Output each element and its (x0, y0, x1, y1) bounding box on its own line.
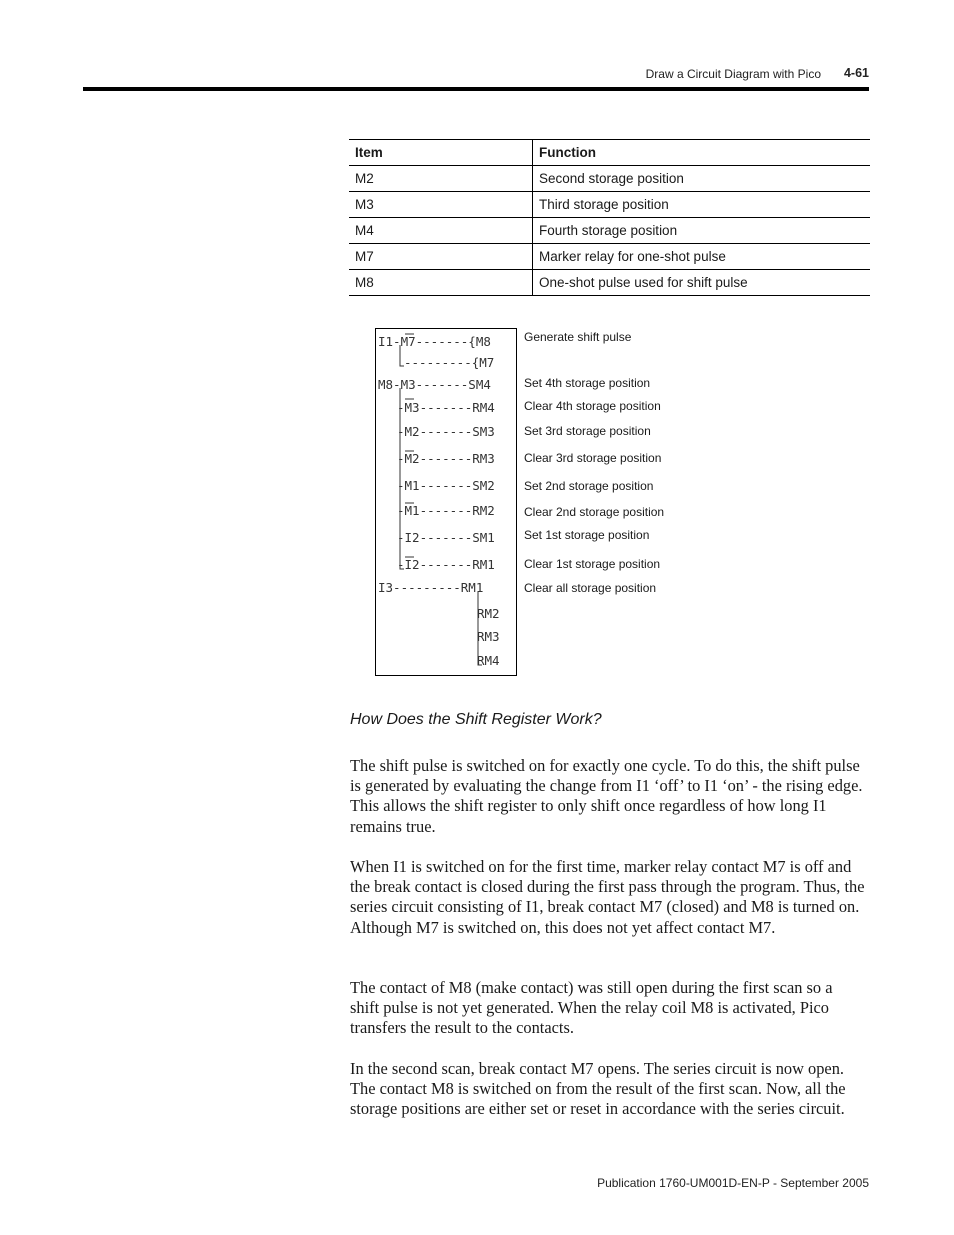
item-function-table (349, 139, 870, 296)
body-paragraph: The contact of M8 (make contact) was still open during the first scan so a shift pulse is not yet generated. When the relay coil M8 is activated, Pico transfers the result to the contacts. (350, 978, 833, 1038)
rung-clear-all: I3---------RM1 (378, 580, 484, 595)
table-cell-function: Fourth storage position (533, 218, 871, 244)
table-cell-function: Second storage position (533, 166, 871, 192)
table-header-row (349, 140, 870, 166)
rung-set-1st: -I2-------SM1 (397, 530, 495, 545)
rung-clear-4th: -M3-------RM4 (397, 400, 495, 415)
table-cell-item: M4 (349, 218, 533, 244)
rung-clear-1st: -I2-------RM1 (397, 557, 495, 572)
table-cell-item: M8 (349, 270, 533, 296)
column-header-item: Item (349, 140, 533, 166)
column-header-function: Function (533, 140, 871, 166)
page-number: 4-61 (843, 66, 869, 80)
running-header-title: Draw a Circuit Diagram with Pico (645, 67, 821, 81)
branch-connector-reset (478, 592, 482, 665)
branch-connector-storage (400, 388, 404, 569)
rung-set-4th: M8-M3-------SM4 (378, 377, 491, 392)
rung-reset-rm3: RM3 (477, 629, 500, 644)
header-rule (83, 87, 869, 91)
table-cell-item: M3 (349, 192, 533, 218)
publication-footer: Publication 1760-UM001D-EN-P - September 2005 (597, 1176, 869, 1190)
table-cell-function: Third storage position (533, 192, 871, 218)
desc-clear-1st: Clear 1st storage position (524, 557, 661, 571)
desc-set-1st: Set 1st storage position (524, 528, 650, 542)
desc-clear-3rd: Clear 3rd storage position (524, 451, 662, 465)
rung-set-3rd: -M2-------SM3 (397, 424, 495, 439)
page-header (0, 0, 954, 100)
table-cell-item: M2 (349, 166, 533, 192)
desc-generate-shift-pulse: Generate shift pulse (524, 330, 632, 344)
table-row (349, 244, 870, 270)
desc-set-3rd: Set 3rd storage position (524, 424, 651, 438)
rung-set-2nd: -M1-------SM2 (397, 478, 495, 493)
rung-reset-rm2: RM2 (477, 606, 500, 621)
desc-clear-all: Clear all storage position (524, 581, 657, 595)
table-row (349, 270, 870, 296)
body-paragraph: The shift pulse is switched on for exactly one cycle. To do this, the shift pulse is generated by evaluating the change from I1 ‘off’ to I1 ‘on’ - the rising edge. This allows the shift register to only shift once regardless of how long I1 remains true. (350, 756, 863, 836)
table-row (349, 218, 870, 244)
section-heading: How Does the Shift Register Work? (350, 711, 602, 728)
rung-clear-2nd: -M1-------RM2 (397, 503, 495, 518)
table-row (349, 192, 870, 218)
rung-reset-rm4: RM4 (477, 653, 500, 668)
desc-clear-4th: Clear 4th storage position (524, 399, 661, 413)
desc-set-4th: Set 4th storage position (524, 376, 651, 390)
desc-set-2nd: Set 2nd storage position (524, 479, 654, 493)
rung-self-hold: ---------{M7 (404, 355, 495, 370)
desc-clear-2nd: Clear 2nd storage position (524, 505, 665, 519)
break-contact-overbars (405, 334, 414, 557)
rung-shift-pulse: I1-M7-------{M8 (378, 334, 491, 349)
branch-connector-shift (400, 345, 404, 366)
table-cell-function: One-shot pulse used for shift pulse (533, 270, 871, 296)
diagram-frame (376, 329, 517, 676)
rung-clear-3rd: -M2-------RM3 (397, 451, 495, 466)
table-cell-item: M7 (349, 244, 533, 270)
body-paragraph: In the second scan, break contact M7 opens. The series circuit is now open. The contact M8 is switched on from the result of the first scan. Now, all the storage positions are either set or reset in accordance with the series circuit. (350, 1059, 846, 1119)
body-paragraph: When I1 is switched on for the first time, marker relay contact M7 is off and the break contact is closed during the first pass through the program. Thus, the series circuit consisting of I1, break contact M7 (closed) and M8 is turned on. Although M7 is switched on, this does not yet affect contact M7. (350, 857, 865, 937)
table-cell-function: Marker relay for one-shot pulse (533, 244, 871, 270)
table-row (349, 166, 870, 192)
